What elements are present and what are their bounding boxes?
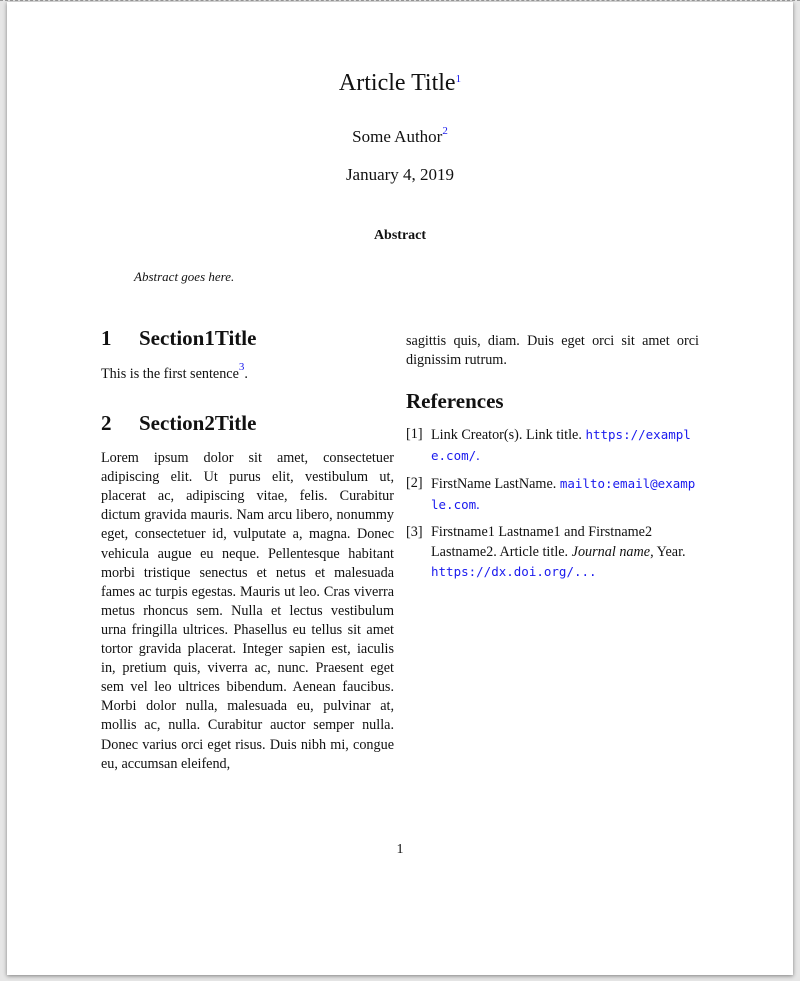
reference-label: [2] bbox=[406, 475, 423, 492]
viewer-top-edge bbox=[0, 0, 800, 1]
section-2-heading bbox=[101, 409, 394, 437]
document-page bbox=[7, 2, 793, 975]
right-column bbox=[406, 332, 699, 591]
author-footnote-link[interactable]: 2 bbox=[442, 125, 448, 137]
reference-email-link[interactable]: mailto:email@example.com bbox=[431, 476, 696, 512]
section-1-text-end: . bbox=[244, 366, 248, 382]
left-column bbox=[101, 324, 394, 774]
article-title bbox=[7, 70, 793, 97]
article-author bbox=[7, 127, 793, 147]
reference-label: [3] bbox=[406, 524, 423, 541]
section-1-text: This is the first sentence bbox=[101, 366, 239, 382]
reference-doi-link[interactable]: https://dx.doi.org/... bbox=[431, 564, 597, 580]
reference-journal: Journal name bbox=[571, 543, 651, 560]
section-1-title: Section1Title bbox=[139, 326, 257, 350]
references-list bbox=[406, 425, 699, 583]
references-heading: References bbox=[406, 389, 504, 414]
section-2-paragraph-left: Lorem ipsum dolor sit amet, consectetuer adipiscing elit. Ut purus elit, vestibulum ut, placerat ac, adipiscing vitae, felis. Curabitur dictum gravida mauris. Nam arcu libero, nonummy eget, consectetuer id, vulputate a, magna. Donec vehicula augue eu neque. Pellentesque habitant morbi tristique senectus et netus et malesuada fames ac turpis egestas. Mauris ut leo. Cras viverra metus rhoncus sem. Nulla et lectus vestibulum urna fringilla ultrices. Phasellus eu tellus sit amet tortor gravida placerat. Integer sapien est, iaculis in, pretium quis, viverra ac, nunc. Praesent eget sem vel leo ultrices bibendum. Aenean faucibus. Morbi dolor nulla, malesuada eu, pulvinar at, mollis ac, nulla. Curabitur auctor semper nulla. Donec varius orci eget risus. Duis nibh mi, congue eu, accumsan eleifend, bbox=[101, 450, 394, 772]
reference-label: [1] bbox=[406, 426, 423, 443]
abstract-text: Abstract goes here. bbox=[134, 269, 235, 284]
section-2-paragraph-right: sagittis quis, diam. Duis eget orci sit amet orci dignissim rutrum. bbox=[406, 333, 699, 369]
abstract-heading: Abstract bbox=[373, 228, 427, 243]
section-2-number: 2 bbox=[101, 411, 112, 436]
reference-url-period: . bbox=[476, 447, 480, 464]
section-1-heading bbox=[101, 324, 394, 352]
section-1-footnote-link[interactable]: 3 bbox=[238, 361, 245, 373]
reference-item-2 bbox=[406, 474, 699, 515]
reference-url-link[interactable]: https://example.com/ bbox=[431, 427, 691, 463]
reference-text: Link Creator(s). Link title. bbox=[431, 427, 586, 444]
section-2-title: Section2Title bbox=[139, 411, 257, 436]
title-footnote-link[interactable]: 1 bbox=[455, 73, 462, 85]
reference-year: , Year. bbox=[650, 543, 686, 560]
page-number: 1 bbox=[396, 842, 404, 857]
reference-text: FirstName LastName. bbox=[431, 476, 560, 493]
section-1-number: 1 bbox=[101, 326, 112, 350]
section-1-paragraph bbox=[101, 361, 394, 384]
reference-item-1 bbox=[406, 425, 699, 466]
author-name: Some Author bbox=[352, 127, 443, 146]
reference-url-period: . bbox=[476, 496, 480, 513]
article-date: January 4, 2019 bbox=[345, 165, 455, 184]
reference-item-3 bbox=[406, 523, 699, 583]
reference-text: Firstname1 Lastname1 and Firstname2 Lastname2. Article title. bbox=[431, 524, 653, 560]
article-title-text: Article Title bbox=[338, 70, 456, 96]
